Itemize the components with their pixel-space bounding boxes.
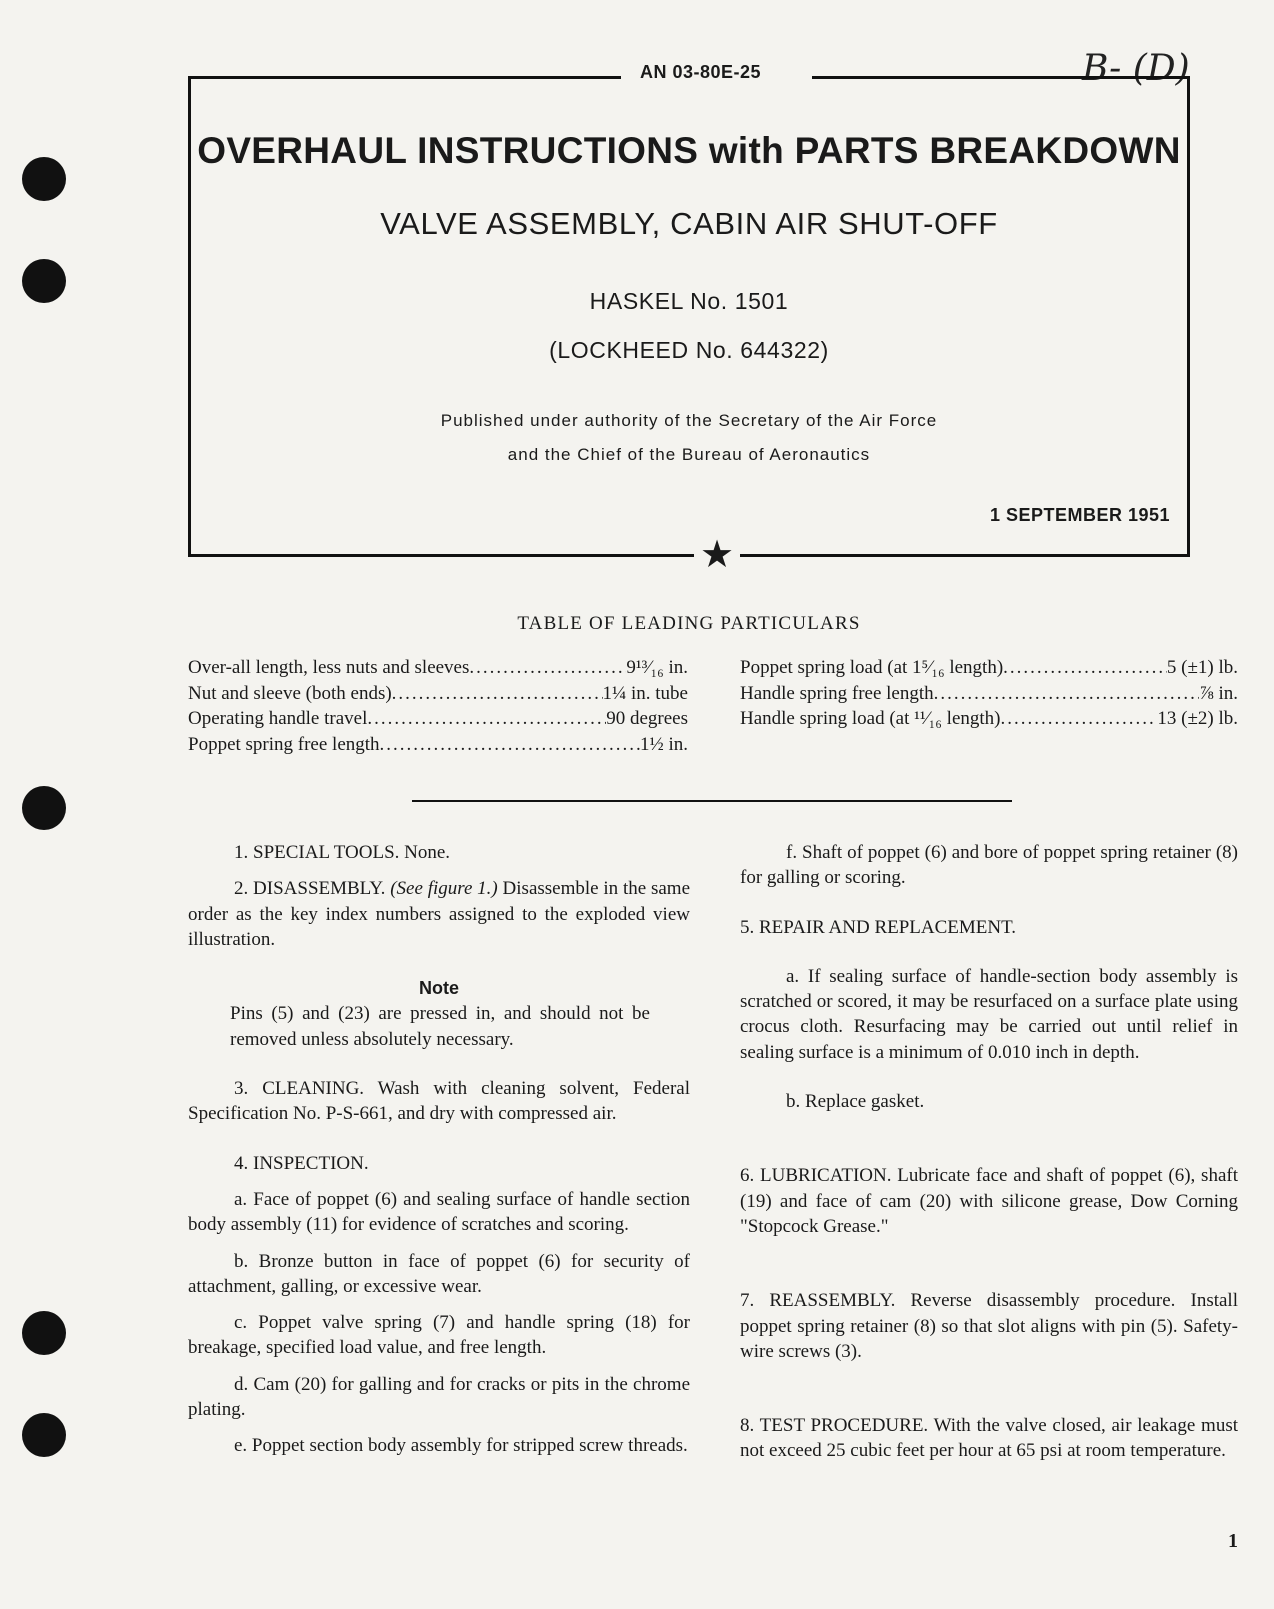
particular-row: Nut and sleeve (both ends) ..... 1¼ in. tube (188, 681, 688, 707)
repair-item-b: b. Replace gasket. (786, 1091, 925, 1113)
inspection-item-c: c. Poppet valve spring (7) and handle spring (18) for breakage, specified load value, and free length. (188, 1312, 690, 1359)
inspection-item-f: f. Shaft of poppet (6) and bore of poppet spring retainer (8) for galling or scoring. (740, 842, 1238, 889)
authority-line-1: Published under authority of the Secretary of the Air Force (440, 411, 938, 430)
section-inspection: 4. INSPECTION. (234, 1152, 369, 1174)
section-lubrication: 6. LUBRICATION. Lubricate face and shaft of poppet (6), shaft (19) and face of cam (20) with silicone grease, Dow Corning "Stopcock Grease." (740, 1165, 1238, 1237)
repair-item-a: a. If sealing surface of handle-section body assembly is scratched or scored, it may be resurfaced on a surface plate using crocus cloth. Resurfacing may be carried out until relief in sealing surface is a minimum of 0.010 inch in depth. (740, 965, 1238, 1063)
section-repair: 5. REPAIR AND REPLACEMENT. (740, 916, 1017, 938)
document-number: AN 03-80E-25 (640, 62, 762, 82)
particulars-title: TABLE OF LEADING PARTICULARS (517, 613, 861, 634)
section-disassembly: 2. DISASSEMBLY. (See figure 1.) Disassemble in the same order as the key index numbers assigned to the exploded view illustration. (188, 878, 691, 950)
inspection-item-b: b. Bronze button in face of poppet (6) for security of attachment, galling, or excessive wear. (188, 1250, 690, 1297)
particular-row: Handle spring free length ..... ⅞ in. (740, 681, 1238, 707)
publication-date: 1 SEPTEMBER 1951 (990, 505, 1171, 525)
authority-line-2: and the Chief of the Bureau of Aeronautics (507, 445, 871, 464)
document-subtitle: VALVE ASSEMBLY, CABIN AIR SHUT-OFF (380, 206, 998, 241)
binder-hole-3 (22, 786, 66, 830)
body-right-column (740, 840, 1238, 1464)
page-number: 1 (1228, 1530, 1238, 1552)
section-divider (412, 800, 1012, 802)
document-title: OVERHAUL INSTRUCTIONS with PARTS BREAKDOWN (197, 130, 1181, 171)
binder-hole-4 (22, 1311, 66, 1355)
body-left-column (188, 840, 690, 1459)
binder-hole-1 (22, 157, 66, 201)
particular-row: Handle spring load (at ¹¹⁄₁₆ length) ..... 13 (±2) lb. (740, 706, 1238, 732)
inspection-item-d: d. Cam (20) for galling and for cracks or pits in the chrome plating. (188, 1373, 690, 1421)
note-text: Pins (5) and (23) are pressed in, and should not be removed unless absolutely necessary. (230, 1003, 650, 1050)
section-special-tools: 1. SPECIAL TOOLS. None. (234, 842, 451, 863)
particulars-right-column (740, 655, 1238, 732)
particulars-left-column (188, 655, 688, 757)
inspection-item-e: e. Poppet section body assembly for stripped screw threads. (234, 1435, 688, 1457)
inspection-item-a: a. Face of poppet (6) and sealing surface of handle section body assembly (11) for evidence of scratches and scoring. (188, 1188, 690, 1236)
alt-part-number: (LOCKHEED No. 644322) (549, 337, 829, 363)
title-box-top-rule-right (812, 76, 1190, 79)
binder-hole-5 (22, 1413, 66, 1457)
star-icon: ★ (694, 536, 740, 574)
handwritten-mark: B- (D) (1082, 48, 1190, 89)
particular-row: Operating handle travel ..... 90 degrees (188, 706, 688, 732)
section-test-procedure: 8. TEST PROCEDURE. With the valve closed, air leakage must not exceed 25 cubic feet per hour at 65 psi at room temperature. (740, 1415, 1238, 1462)
title-box-top-rule-left (188, 76, 621, 79)
binder-hole-2 (22, 259, 66, 303)
particular-row: Over-all length, less nuts and sleeves ..... 9¹³⁄₁₆ in. (188, 655, 688, 681)
part-number: HASKEL No. 1501 (589, 288, 789, 314)
section-cleaning: 3. CLEANING. Wash with cleaning solvent, Federal Specification No. P-S-661, and dry with compressed air. (188, 1078, 690, 1125)
particular-row: Poppet spring free length ..... 1½ in. (188, 732, 688, 758)
note-heading: Note (419, 978, 459, 999)
section-reassembly: 7. REASSEMBLY. Reverse disassembly procedure. Install poppet spring retainer (8) so that slot aligns with pin (5). Safety-wire screws (3). (740, 1290, 1238, 1362)
particular-row: Poppet spring load (at 1⁵⁄₁₆ length) ..... 5 (±1) lb. (740, 655, 1238, 681)
